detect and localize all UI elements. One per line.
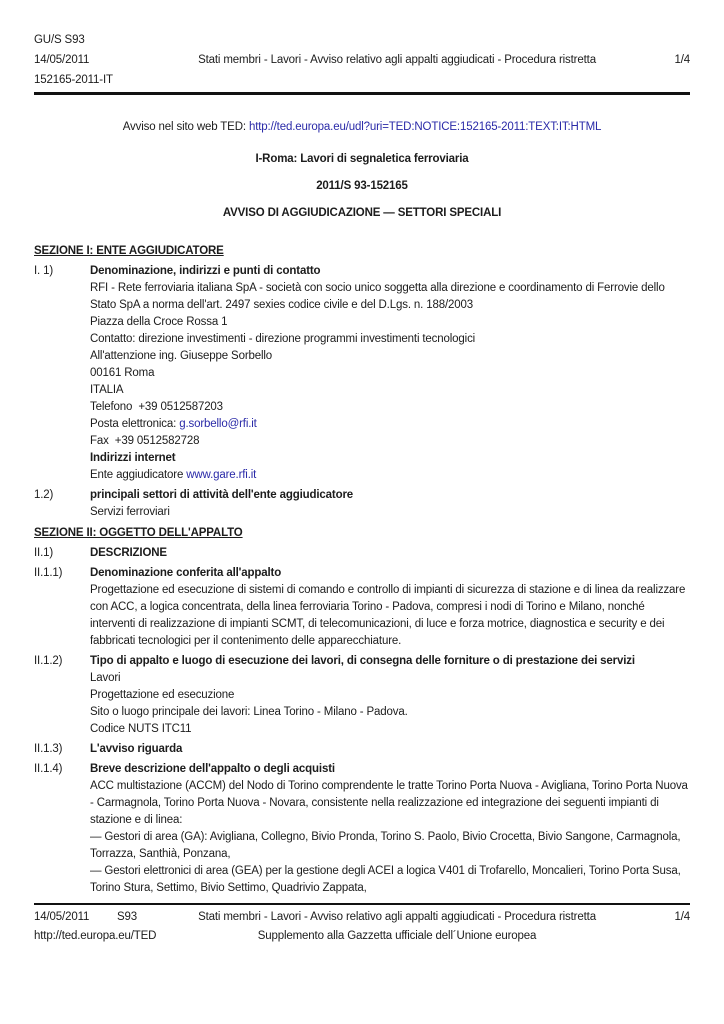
footer-ted-url: http://ted.europa.eu/TED xyxy=(34,930,157,942)
notice-reference: 2011/S 93-152165 xyxy=(316,180,408,192)
item-1-2-label: 1.2) xyxy=(34,489,54,501)
item-II-1-title: DESCRIZIONE xyxy=(90,547,167,559)
page-footer xyxy=(34,903,690,946)
footer-series-code: S93 xyxy=(117,911,138,923)
item-II-1-4-title: Breve descrizione dell'appalto o degli acquisti xyxy=(90,763,335,775)
notice-title: I-Roma: Lavori di segnaletica ferroviaria xyxy=(255,153,469,165)
item-II-1 xyxy=(34,545,690,562)
footer-document-type: Stati membri - Lavori - Avviso relativo agli appalti aggiudicati - Procedura ristretta xyxy=(198,911,596,923)
header-divider xyxy=(34,92,690,95)
attention-line: All'attenzione ing. Giuseppe Sorbello xyxy=(90,350,273,362)
header-notice-id: 152165-2011-IT xyxy=(34,74,113,86)
header-page-number: 1/4 xyxy=(674,54,690,66)
internet-addresses-heading: Indirizzi internet xyxy=(90,452,176,464)
footer-row-1 xyxy=(34,908,690,927)
buyer-url-label: Ente aggiudicatore xyxy=(90,469,187,481)
email-label: Posta elettronica: xyxy=(90,418,180,430)
header-date: 14/05/2011 xyxy=(34,54,90,66)
item-I-1-title: Denominazione, indirizzi e punti di contatto xyxy=(90,265,321,277)
nuts-code: Codice NUTS ITC11 xyxy=(90,723,192,735)
notice-subtitle: AVVISO DI AGGIUDICAZIONE — SETTORI SPECIALI xyxy=(222,207,502,219)
item-1-2-title: principali settori di attività dell'ente aggiudicatore xyxy=(90,489,354,501)
section-1-heading: SEZIONE I: ENTE AGGIUDICATORE xyxy=(34,245,224,257)
item-II-1-3-label: II.1.3) xyxy=(34,743,63,755)
contract-description: Progettazione ed esecuzione di sistemi di comando e controllo di impianti di sicurezza di stazione e di linea da realizzare con ACC, a logica concentrata, della linea ferroviaria Torino - Padova, compresi i nodi di Torino e Milano, nonché interventi di realizzazione di impianti SCMT, di telecomunicazioni, di luce e forza motrice, diagnostica e security e dei fabbricati tecnologici per il contenimento delle apparecchiature. xyxy=(90,584,689,647)
item-II-1-1 xyxy=(34,565,690,650)
country: ITALIA xyxy=(90,384,124,396)
postal-code-city: 00161 Roma xyxy=(90,367,155,379)
header-journal-ref: GU/S S93 xyxy=(34,34,85,46)
item-II-1-3 xyxy=(34,741,690,758)
footer-page-number: 1/4 xyxy=(674,911,690,923)
area-managers-list: — Gestori di area (GA): Avigliana, Collegno, Bivio Pronda, Torino S. Paolo, Bivio Crocetta, Bivio Sangone, Carmagnola, Torrazza, Santhià, Ponzana, xyxy=(90,831,684,860)
item-I-1 xyxy=(34,263,690,484)
contact-line: Contatto: direzione investimenti - direzione programmi investimenti tecnologici xyxy=(90,333,476,345)
item-II-1-2-title: Tipo di appalto e luogo di esecuzione dei lavori, di consegna delle forniture o di prestazione dei servizi xyxy=(90,655,635,667)
contract-type: Lavori xyxy=(90,672,121,684)
buyer-url-link[interactable]: www.gare.rfi.it xyxy=(186,469,257,481)
contracting-body-name: RFI - Rete ferroviaria italiana SpA - società con socio unico soggetta alla direzione e coordinamento di Ferrovie dello Stato SpA a norma dell'art. 2497 sexies codice civile e del D.Lgs. n. 188/2003 xyxy=(90,282,668,311)
item-II-1-4 xyxy=(34,761,690,897)
electronic-area-managers-list: — Gestori elettronici di area (GEA) per la gestione degli ACEI a logica V401 di Trofarello, Moncalieri, Torino Porta Susa, Torino Stura, Settimo, Bivio Settimo, Quadrivio Zappata, xyxy=(90,865,684,894)
item-II-1-1-title: Denominazione conferita all'appalto xyxy=(90,567,282,579)
fax-line: Fax +39 0512582728 xyxy=(90,435,200,447)
item-II-1-2-label: II.1.2) xyxy=(34,655,63,667)
short-description-paragraph: ACC multistazione (ACCM) del Nodo di Torino comprendente le tratte Torino Porta Nuova - Avigliana, Torino Porta Nuova - Carmagnola, Torino Porta Nuova - Novara, consistente nella realizzazione ed integrazione dei seguenti impianti di stazione e di linea: xyxy=(90,780,691,826)
email-line xyxy=(90,416,690,433)
ted-notice-link[interactable]: http://ted.europa.eu/udl?uri=TED:NOTICE:152165-2011:TEXT:IT:HTML xyxy=(248,121,602,133)
footer-row-2 xyxy=(34,927,690,946)
item-II-1-1-label: II.1.1) xyxy=(34,567,63,579)
ted-web-notice-prefix: Avviso nel sito web TED: xyxy=(122,121,249,133)
item-II-1-2 xyxy=(34,653,690,738)
item-II-1-label: II.1) xyxy=(34,547,54,559)
footer-date: 14/05/2011 xyxy=(34,911,90,923)
footer-divider xyxy=(34,903,690,905)
contracting-body-address: Piazza della Croce Rossa 1 xyxy=(90,316,228,328)
item-I-1-label: I. 1) xyxy=(34,265,54,277)
activity-sector: Servizi ferroviari xyxy=(90,506,170,518)
ted-web-notice-line xyxy=(34,119,690,135)
item-1-2 xyxy=(34,487,690,521)
contract-subtype: Progettazione ed esecuzione xyxy=(90,689,235,701)
footer-supplement-label: Supplemento alla Gazzetta ufficiale dell´Unione europea xyxy=(257,930,537,942)
section-2-heading: SEZIONE II: OGGETTO DELL'APPALTO xyxy=(34,527,243,539)
item-II-1-3-title: L'avviso riguarda xyxy=(90,743,183,755)
header-document-type: Stati membri - Lavori - Avviso relativo agli appalti aggiudicati - Procedura ristretta xyxy=(198,54,596,66)
phone-line: Telefono +39 0512587203 xyxy=(90,401,223,413)
item-II-1-4-label: II.1.4) xyxy=(34,763,63,775)
email-link[interactable]: g.sorbello@rfi.it xyxy=(179,418,257,430)
buyer-url-line xyxy=(90,467,690,484)
page-header xyxy=(34,30,690,90)
works-location: Sito o luogo principale dei lavori: Linea Torino - Milano - Padova. xyxy=(90,706,408,718)
